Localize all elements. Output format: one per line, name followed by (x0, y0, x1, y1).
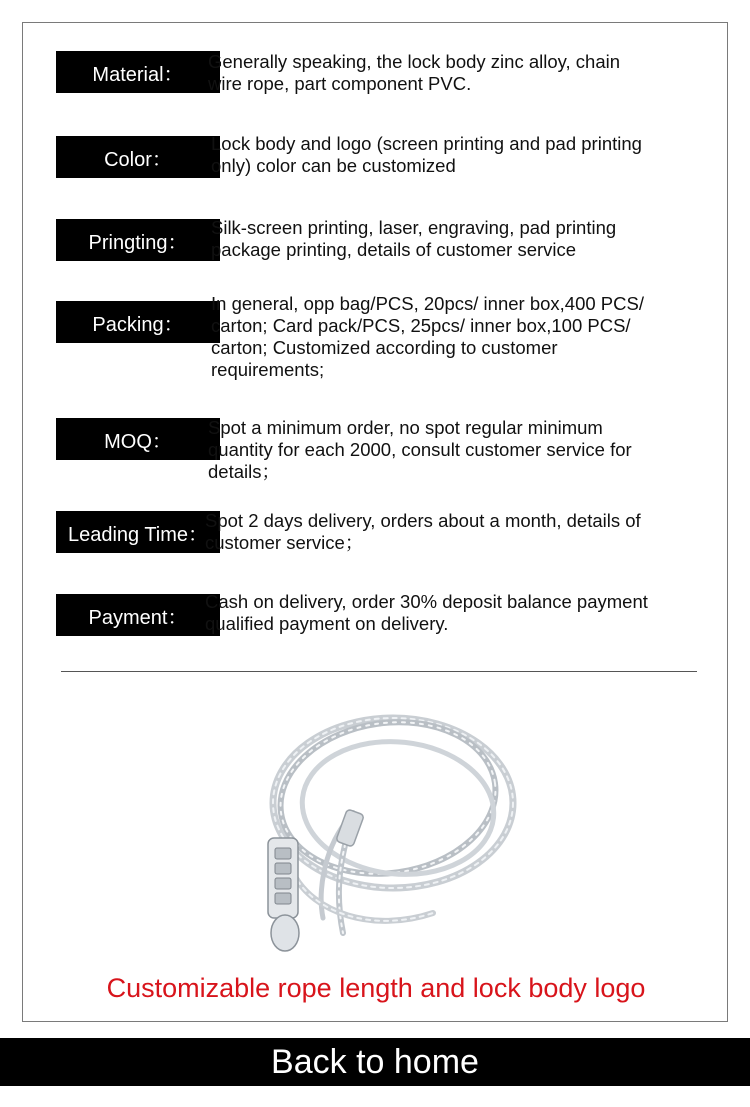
spec-desc-printing (211, 217, 616, 261)
spec-line: Spot a minimum order, no spot regular minimum (208, 417, 603, 438)
spec-desc-payment (205, 591, 648, 635)
cable-lock-image (223, 703, 533, 973)
spec-desc-leading-time (205, 510, 641, 554)
spec-line: carton; Card pack/PCS, 25pcs/ inner box,100 PCS/ (211, 315, 631, 336)
spec-label-packing: Packing： (56, 301, 220, 343)
spec-line: only) color can be customized (211, 155, 456, 176)
spec-label-color: Color： (56, 136, 220, 178)
spec-label-material: Material： (56, 51, 220, 93)
spec-desc-color (211, 133, 642, 177)
spec-line: Spot 2 days delivery, orders about a month, details of (205, 510, 641, 531)
spec-line: Silk-screen printing, laser, engraving, pad printing (211, 217, 617, 238)
spec-line: qualified payment on delivery. (205, 613, 449, 634)
spec-desc-material (208, 51, 620, 95)
spec-line: wire rope, part component PVC. (208, 73, 472, 94)
spec-line: carton; Customized according to customer (211, 337, 558, 358)
spec-desc-moq (208, 417, 632, 483)
spec-line: In general, opp bag/PCS, 20pcs/ inner box,400 PCS/ (211, 293, 644, 314)
spec-label-moq: MOQ： (56, 418, 220, 460)
section-divider (61, 671, 697, 672)
spec-line: Generally speaking, the lock body zinc alloy, chain (208, 51, 621, 72)
spec-label-printing: Pringting： (56, 219, 220, 261)
spec-desc-packing (211, 293, 644, 381)
spec-line: details； (208, 461, 280, 482)
spec-line: Cash on delivery, order 30% deposit balance payment (205, 591, 648, 612)
spec-line: package printing, details of customer service (211, 239, 577, 260)
spec-line: Lock body and logo (screen printing and pad printing (211, 133, 642, 154)
spec-label-payment: Payment： (56, 594, 220, 636)
spec-line: customer service； (205, 532, 364, 553)
spec-label-leading-time: Leading Time： (56, 511, 220, 553)
caption-text: Customizable rope length and lock body logo (106, 973, 646, 1003)
spec-panel (22, 22, 728, 1022)
spec-line: requirements; (211, 359, 325, 380)
spec-line: quantity for each 2000, consult customer service for (208, 439, 632, 460)
back-to-home-button[interactable]: Back to home (0, 1038, 750, 1086)
